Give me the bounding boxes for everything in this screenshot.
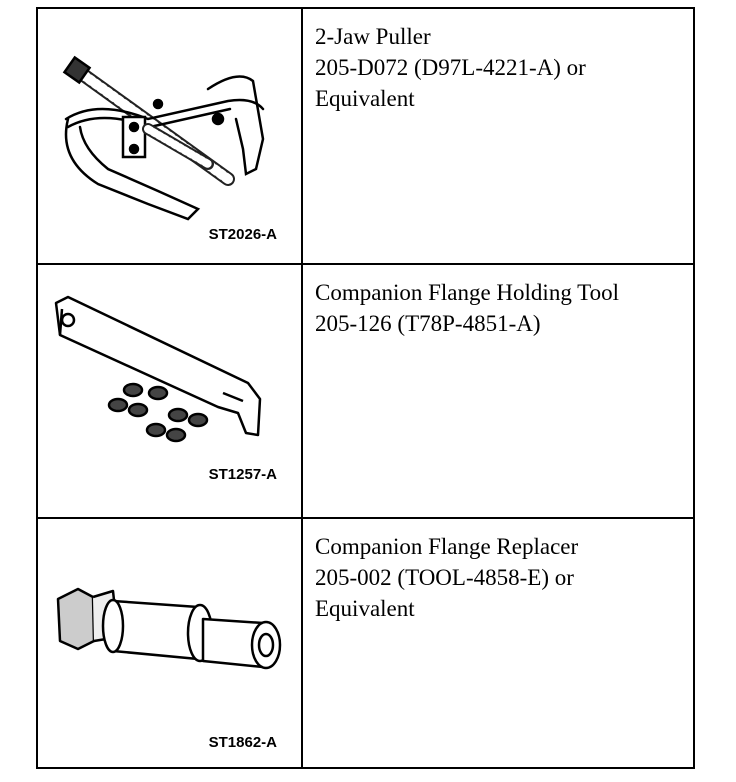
illustration-code: ST1862-A bbox=[208, 734, 277, 751]
tool-equivalent-note: Equivalent bbox=[315, 596, 415, 621]
tool-illustration-cell bbox=[38, 265, 303, 519]
tool-illustration-cell bbox=[38, 519, 303, 767]
tool-description bbox=[303, 9, 693, 265]
tool-description bbox=[303, 519, 693, 767]
tool-part-number: 205-126 (T78P-4851-A) bbox=[315, 311, 541, 336]
tool-name: Companion Flange Holding Tool bbox=[315, 280, 619, 305]
tool-equivalent-note: Equivalent bbox=[315, 86, 415, 111]
illustration-code: ST2026-A bbox=[208, 226, 277, 243]
tool-illustration-cell bbox=[38, 9, 303, 265]
tools-table bbox=[36, 7, 695, 769]
tool-part-number: 205-D072 (D97L-4221-A) or bbox=[315, 55, 586, 80]
tool-part-number: 205-002 (TOOL-4858-E) or bbox=[315, 565, 574, 590]
tool-name: Companion Flange Replacer bbox=[315, 534, 579, 559]
flange-replacer-illustration bbox=[38, 519, 301, 769]
illustration-code: ST1257-A bbox=[208, 466, 277, 483]
tool-description bbox=[303, 265, 693, 519]
tool-name: 2-Jaw Puller bbox=[315, 24, 431, 49]
two-jaw-puller-illustration bbox=[38, 9, 301, 263]
